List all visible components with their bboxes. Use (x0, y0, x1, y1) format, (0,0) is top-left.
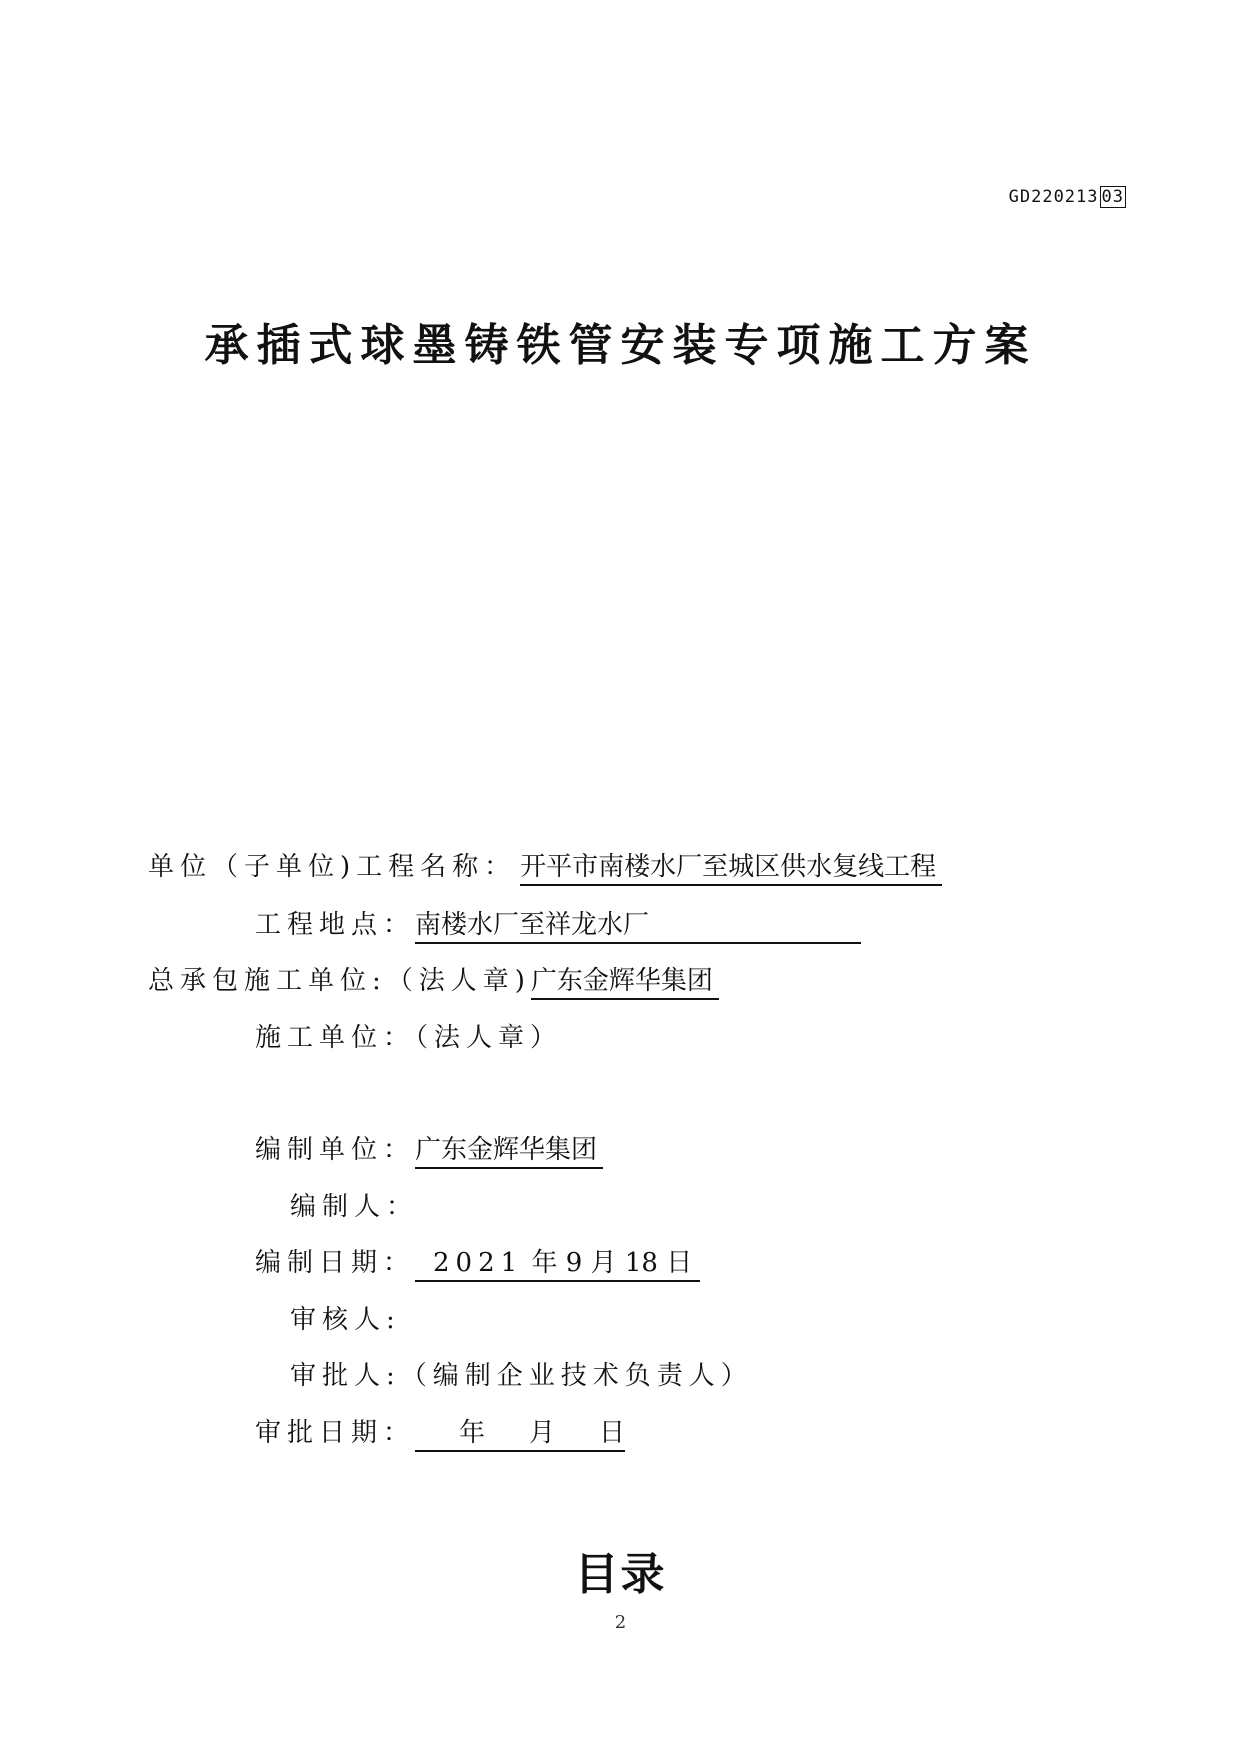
approval-date-row (255, 1413, 625, 1453)
document-code (900, 186, 1126, 208)
general-contractor-value: 广东金辉华集团 (531, 964, 719, 1000)
approval-date-day-unit: 日 (599, 1418, 626, 1448)
compiler-label: 编制人： (290, 1192, 419, 1222)
approval-date-label: 审批日期： (255, 1418, 416, 1448)
compiling-unit-label: 编制单位： (255, 1135, 416, 1165)
compile-date-value (415, 1246, 700, 1282)
compile-date-year-unit: 年 (531, 1248, 558, 1278)
approval-date-value (415, 1416, 625, 1452)
compiling-unit-value: 广东金辉华集团 (415, 1133, 603, 1169)
reviewer-label: 审核人: (290, 1305, 401, 1335)
compile-date-row (255, 1243, 700, 1283)
project-name-row (148, 847, 942, 887)
project-location-row (255, 905, 861, 945)
approval-date-month-unit: 月 (529, 1418, 556, 1448)
toc-title: 目录 (574, 1549, 667, 1600)
document-code-boxed-suffix: 03 (1101, 187, 1124, 207)
page-number: 2 (614, 1612, 627, 1633)
project-location-value: 南楼水厂至祥龙水厂 (415, 908, 861, 944)
project-location-label: 工程地点： (255, 910, 416, 940)
document-title: 承插式球墨铸铁管安装专项施工方案 (204, 320, 1037, 371)
compile-date-label: 编制日期： (255, 1248, 416, 1278)
approver-row (290, 1356, 753, 1396)
construction-unit-row (255, 1018, 562, 1058)
compile-date-month: 9 (565, 1248, 583, 1278)
compile-date-day: 18 (624, 1248, 658, 1278)
compile-date-year: 2021 (433, 1248, 524, 1278)
project-name-label: 单位（子单位)工程名称： (148, 852, 517, 882)
compiling-unit-row (255, 1130, 603, 1170)
document-code-prefix: GD220213 (1008, 187, 1099, 207)
project-name-value: 开平市南楼水厂至城区供水复线工程 (520, 850, 942, 886)
compile-date-day-unit: 日 (666, 1248, 693, 1278)
construction-unit-label: 施工单位：（法人章） (255, 1023, 563, 1053)
approval-date-year-unit: 年 (459, 1418, 486, 1448)
reviewer-row (290, 1300, 401, 1340)
general-contractor-label: 总承包施工单位:（法人章) (148, 966, 531, 996)
compiler-row (290, 1187, 418, 1227)
compile-date-month-unit: 月 (590, 1248, 617, 1278)
approver-label: 审批人:（编制企业技术负责人） (290, 1361, 753, 1391)
general-contractor-row (148, 961, 719, 1001)
